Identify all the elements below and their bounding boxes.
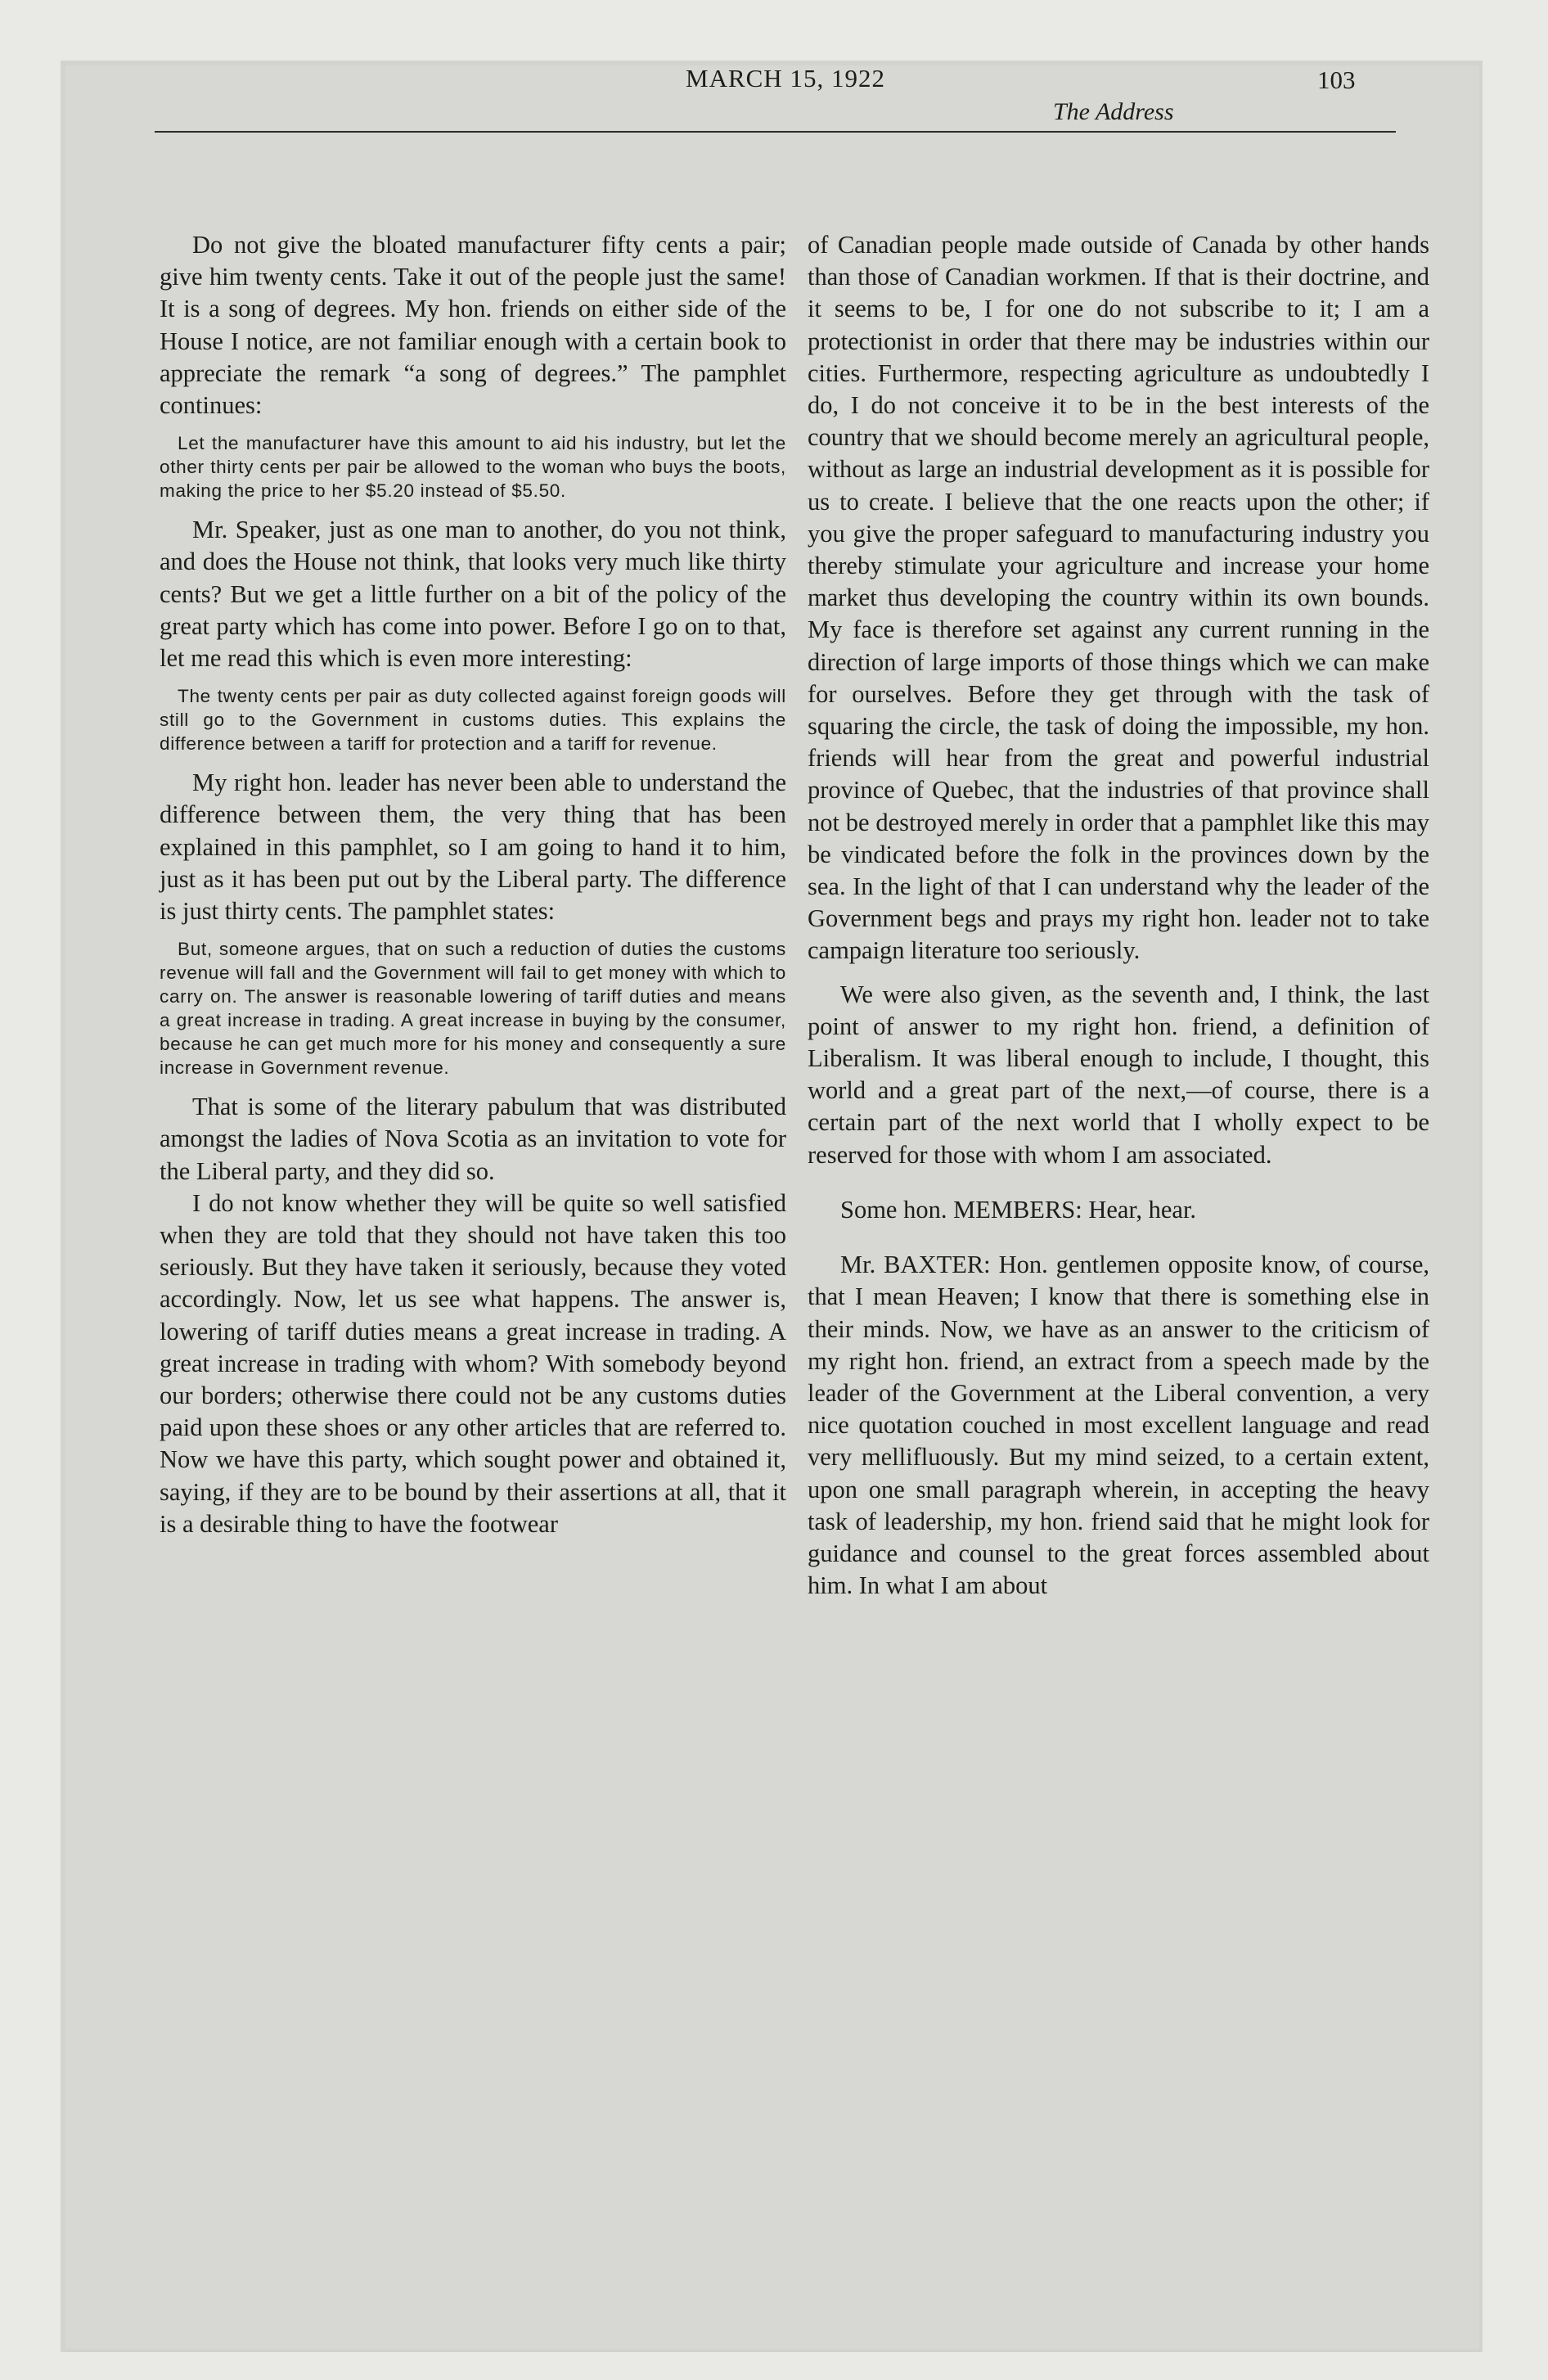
block-quote: Let the manufacturer have this amount to aid his industry, but let the other thirty cents per pair be allowed to the woman who buys the boots, making the price to her $5.20 instead of $5.50. [160,433,786,502]
left-column [160,229,786,1540]
header-date: MARCH 15, 1922 [686,64,885,92]
right-column [808,229,1429,1602]
paragraph: I do not know whether they will be quite so well satisfied when they are told that they should not have taken this too seriously. But they have taken it seriously, because they voted accordingly. Now, let us see what happens. The answer is, lowering of tariff duties means a great increase in trading. A great increase in trading with whom? With somebody beyond our borders; otherwise there could not be any customs duties paid upon these shoes or any other articles that are referred to. Now we have this party, which sought power and obtained it, saying, if they are to be bound by their assertions at all, that it is a desirable thing to have the footwear [160,1188,786,1538]
paragraph: We were also given, as the seventh and, I think, the last point of answer to my right hon. friend, a definition of Liberalism. It was liberal enough to include, I thought, this world and a great part of the next,—of course, there is a certain part of the next world that I wholly expect to be reserved for those with whom I am associated. [808,980,1429,1169]
block-quote: The twenty cents per pair as duty collected against foreign goods will still go to the Government in customs duties. This explains the difference between a tariff for protection and a tariff for revenue. [160,686,786,755]
block-quote: But, someone argues, that on such a reduction of duties the customs revenue will fall and the Government will fail to get money with which to carry on. The answer is reasonable lowering of tariff duties and means a great increase in trading. A great increase in buying by the consumer, because he can get much more for his money and consequently a sure increase in Government revenue. [160,939,786,1079]
paragraph: My right hon. leader has never been able to understand the difference between them, the very thing that has been explained in this pamphlet, so I am going to hand it to him, just as it has been put out by the Liberal party. The difference is just thirty cents. The pamphlet states: [160,769,786,926]
header-section-title: The Address [1053,98,1174,125]
paragraph: Mr. BAXTER: Hon. gentlemen opposite know, of course, that I mean Heaven; I know that there is something else in their minds. Now, we have as an answer to the criticism of my right hon. friend, an extract from a speech made by the leader of the Government at the Liberal convention, a very nice quotation couched in most excellent language and read very mellifluously. But my mind seized, to a certain extent, upon one small paragraph wherein, in accepting the heavy task of leadership, my hon. friend said that he might look for guidance and counsel to the great forces assembled about him. In what I am about [808,1251,1429,1600]
paragraph: Do not give the bloated manufacturer fifty cents a pair; give him twenty cents. Take it out of the people just the same! It is a song of degrees. My hon. friends on either side of the House I notice, are not familiar enough with a certain book to appreciate the remark “a song of degrees.” The pamphlet continues: [160,231,786,420]
header-rule [155,131,1396,133]
paragraph: That is some of the literary pabulum that was distributed amongst the ladies of Nova Scotia as an invitation to vote for the Liberal party, and they did so. [160,1093,786,1185]
paragraph: of Canadian people made outside of Canada by other hands than those of Canadian workmen. If that is their doctrine, and it seems to be, I for one do not subscribe to it; I am a protectionist in order that there may be industries within our cities. Furthermore, respecting agriculture as undoubtedly I do, I do not conceive it to be in the best interests of the country that we should become merely an agricultural people, without as large an industrial development as it is possible for us to create. I believe that the one reacts upon the other; if you give the proper safeguard to manufacturing industry you thereby stimulate your agriculture and increase your home market thus developing the country within its own bounds. My face is therefore set against any current running in the direction of large imports of those things which we can make for ourselves. Before they get through with the task of squaring the circle, the task of doing the impossible, my hon. friends will hear from the great and powerful industrial province of Quebec, that the industries of that province shall not be destroyed merely in order that a pamphlet like this may be vindicated before the folk in the provinces down by the sea. In the light of that I can understand why the leader of the Government begs and prays my right hon. leader not to take campaign literature too seriously. [808,231,1429,965]
header-page-number: 103 [1317,65,1356,94]
paragraph: Some hon. MEMBERS: Hear, hear. [840,1195,1197,1224]
paragraph: Mr. Speaker, just as one man to another, do you not think, and does the House not think, that looks very much like thirty cents? But we get a little further on a bit of the policy of the great party which has come into power. Before I go on to that, let me read this which is even more interesting: [160,516,786,673]
